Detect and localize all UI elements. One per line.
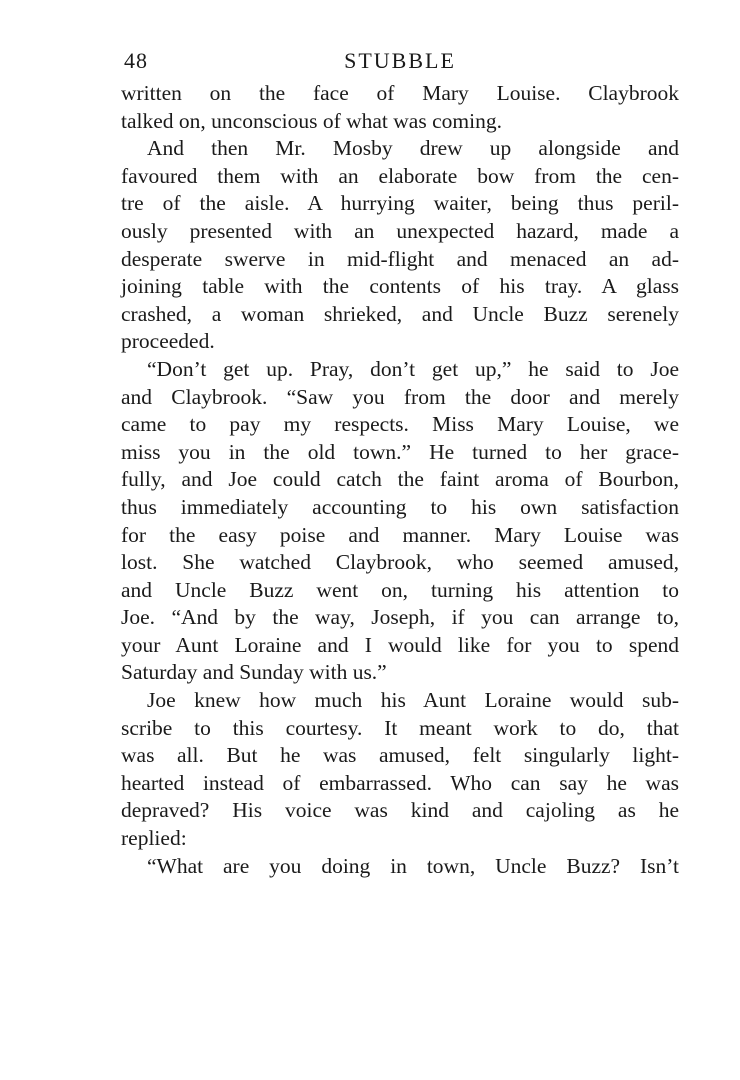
- running-head: [121, 48, 679, 80]
- text-line: was all. But he was amused, felt singularly light-: [121, 743, 679, 768]
- text-line: miss you in the old town.” He turned to her grace-: [121, 439, 679, 464]
- text-line: crashed, a woman shrieked, and Uncle Buzz serenely: [121, 301, 679, 326]
- text-line: Saturday and Sunday with us.”: [121, 660, 387, 685]
- text-line: depraved? His voice was kind and cajoling as he: [121, 798, 679, 823]
- text-line: written on the face of Mary Louise. Claybrook: [121, 81, 679, 105]
- text-line: replied:: [121, 826, 187, 851]
- text-line: “Don’t get up. Pray, don’t get up,” he said to Joe: [147, 356, 679, 381]
- book-page: [121, 48, 679, 880]
- text-line: and Uncle Buzz went on, turning his attention to: [121, 577, 679, 602]
- text-line: Joe knew how much his Aunt Loraine would sub-: [147, 688, 679, 713]
- text-line: came to pay my respects. Miss Mary Louise, we: [121, 412, 679, 437]
- running-title: STUBBLE: [344, 48, 456, 73]
- text-line: Joe. “And by the way, Joseph, if you can arrange to,: [121, 605, 679, 630]
- text-line: talked on, unconscious of what was coming.: [121, 108, 502, 133]
- text-line: fully, and Joe could catch the faint aroma of Bourbon,: [121, 467, 679, 492]
- text-line: your Aunt Loraine and I would like for you to spend: [121, 632, 679, 657]
- text-line: for the easy poise and manner. Mary Louise was: [121, 522, 679, 547]
- text-line: ously presented with an unexpected hazard, made a: [121, 218, 679, 243]
- text-line: and Claybrook. “Saw you from the door and merely: [121, 384, 679, 409]
- text-line: tre of the aisle. A hurrying waiter, being thus peril-: [121, 191, 679, 216]
- text-line: joining table with the contents of his tray. A glass: [121, 274, 679, 299]
- text-line: proceeded.: [121, 329, 215, 354]
- text-line: “What are you doing in town, Uncle Buzz? Isn’t: [147, 853, 679, 878]
- text-line: hearted instead of embarrassed. Who can say he was: [121, 770, 679, 795]
- text-line: scribe to this courtesy. It meant work to do, that: [121, 715, 679, 740]
- text-line: And then Mr. Mosby drew up alongside and: [147, 136, 679, 161]
- text-line: lost. She watched Claybrook, who seemed amused,: [121, 550, 679, 575]
- text-line: favoured them with an elaborate bow from the cen-: [121, 163, 679, 188]
- text-line: desperate swerve in mid-flight and menaced an ad-: [121, 246, 679, 271]
- text-line: thus immediately accounting to his own satisfaction: [121, 494, 679, 519]
- page-number: 48: [124, 48, 148, 73]
- text-body: [121, 80, 679, 880]
